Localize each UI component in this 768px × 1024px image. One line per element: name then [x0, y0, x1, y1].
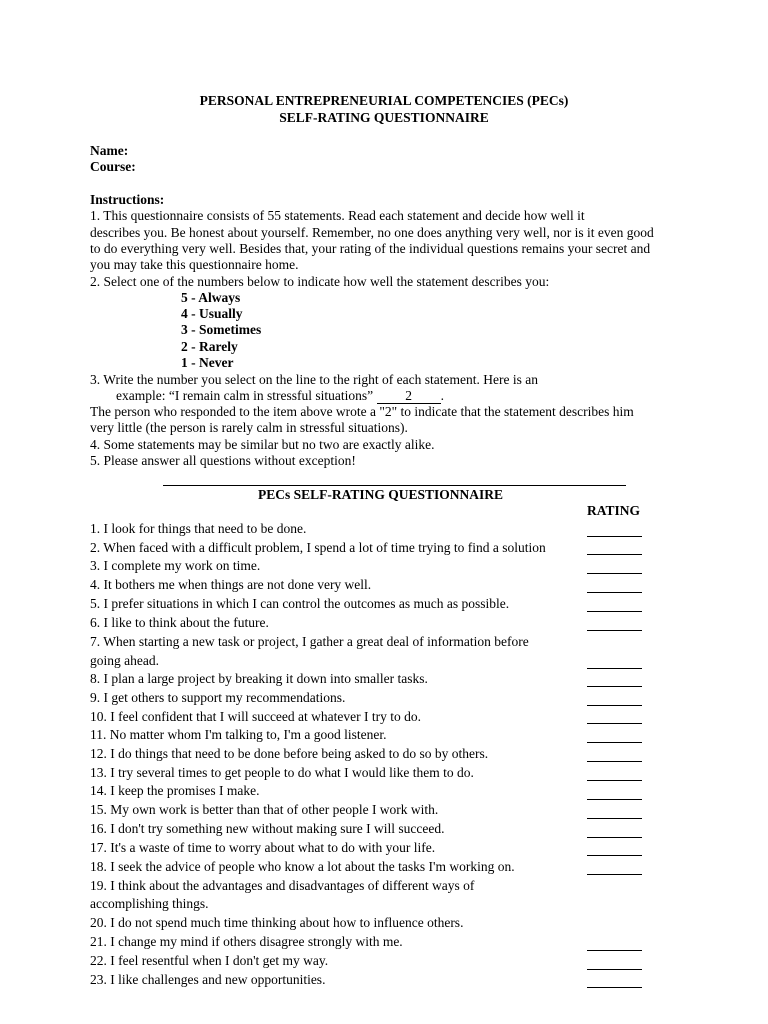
question-item: 8. I plan a large project by breaking it down into smaller tasks.	[90, 671, 428, 686]
rating-blank-line[interactable]	[587, 668, 642, 669]
rating-blank-line[interactable]	[587, 630, 642, 631]
instruction-3-line: very little (the person is rarely calm in stressful situations).	[90, 420, 408, 435]
instruction-1-line: 1. This questionnaire consists of 55 statements. Read each statement and decide how well it	[90, 208, 585, 223]
document-title: PERSONAL ENTREPRENEURIAL COMPETENCIES (PECs)	[199, 93, 569, 108]
scale-item: 3 - Sometimes	[181, 322, 262, 337]
scale-item: 4 - Usually	[181, 306, 243, 321]
question-item: going ahead.	[90, 653, 159, 668]
question-item: 17. It's a waste of time to worry about what to do with your life.	[90, 840, 436, 855]
rating-blank-line[interactable]	[587, 742, 642, 743]
instructions-heading: Instructions:	[90, 192, 165, 207]
question-item: 3. I complete my work on time.	[90, 558, 261, 573]
rating-blank-line[interactable]	[587, 874, 642, 875]
question-item: accomplishing things.	[90, 896, 209, 911]
question-item: 22. I feel resentful when I don't get my way.	[90, 953, 329, 968]
scale-item: 1 - Never	[181, 355, 234, 370]
rating-blank-line[interactable]	[587, 686, 642, 687]
rating-blank-line[interactable]	[587, 818, 642, 819]
rating-blank-line[interactable]	[587, 592, 642, 593]
question-item: 5. I prefer situations in which I can control the outcomes as much as possible.	[90, 596, 510, 611]
instruction-3-line: 3. Write the number you select on the line to the right of each statement. Here is an	[90, 372, 538, 387]
rating-blank-line[interactable]	[587, 611, 642, 612]
instruction-5: 5. Please answer all questions without exception!	[90, 453, 356, 468]
rating-blank-line[interactable]	[587, 837, 642, 838]
question-item: 15. My own work is better than that of other people I work with.	[90, 802, 439, 817]
course-label: Course:	[90, 159, 136, 174]
question-item: 12. I do things that need to be done before being asked to do so by others.	[90, 746, 489, 761]
question-item: 13. I try several times to get people to do what I would like them to do.	[90, 765, 474, 780]
question-item: 16. I don't try something new without making sure I will succeed.	[90, 821, 445, 836]
question-item: 9. I get others to support my recommendations.	[90, 690, 346, 705]
rating-blank-line[interactable]	[587, 950, 642, 951]
rating-column-header: RATING	[587, 503, 641, 518]
rating-blank-line[interactable]	[587, 536, 642, 537]
rating-blank-line[interactable]	[587, 705, 642, 706]
rating-blank-line[interactable]	[587, 573, 642, 574]
question-item: 7. When starting a new task or project, I gather a great deal of information before	[90, 634, 529, 649]
question-item: 20. I do not spend much time thinking about how to influence others.	[90, 915, 464, 930]
question-item: 6. I like to think about the future.	[90, 615, 269, 630]
document-subtitle: SELF-RATING QUESTIONNAIRE	[279, 110, 489, 125]
example-rating-value: 2	[377, 389, 441, 404]
instruction-3-example	[116, 388, 444, 404]
rating-blank-line[interactable]	[587, 987, 642, 988]
question-item: 19. I think about the advantages and disadvantages of different ways of	[90, 878, 475, 893]
rating-blank-line[interactable]	[587, 780, 642, 781]
section-divider	[163, 485, 626, 486]
scale-item: 2 - Rarely	[181, 339, 238, 354]
scale-item: 5 - Always	[181, 290, 241, 305]
instruction-4: 4. Some statements may be similar but no two are exactly alike.	[90, 437, 435, 452]
question-item: 11. No matter whom I'm talking to, I'm a good listener.	[90, 727, 387, 742]
rating-blank-line[interactable]	[587, 969, 642, 970]
rating-blank-line[interactable]	[587, 799, 642, 800]
instruction-1-line: you may take this questionnaire home.	[90, 257, 299, 272]
rating-blank-line[interactable]	[587, 761, 642, 762]
rating-blank-line[interactable]	[587, 723, 642, 724]
question-item: 21. I change my mind if others disagree strongly with me.	[90, 934, 403, 949]
question-item: 2. When faced with a difficult problem, I spend a lot of time trying to find a solution	[90, 540, 546, 555]
example-period: .	[440, 388, 444, 403]
question-item: 23. I like challenges and new opportunities.	[90, 972, 326, 987]
instruction-1-line: to do everything very well. Besides that, your rating of the individual questions remains your secret and	[90, 241, 651, 256]
question-item: 14. I keep the promises I make.	[90, 783, 260, 798]
question-item: 4. It bothers me when things are not done very well.	[90, 577, 372, 592]
example-text: example: “I remain calm in stressful situations”	[116, 388, 374, 403]
section-title: PECs SELF-RATING QUESTIONNAIRE	[258, 487, 504, 502]
rating-blank-line[interactable]	[587, 554, 642, 555]
question-item: 1. I look for things that need to be done.	[90, 521, 307, 536]
name-label: Name:	[90, 143, 129, 158]
instruction-1-line: describes you. Be honest about yourself. Remember, no one does anything very well, nor is it even good	[90, 225, 654, 240]
question-item: 10. I feel confident that I will succeed at whatever I try to do.	[90, 709, 422, 724]
instruction-2: 2. Select one of the numbers below to indicate how well the statement describes you:	[90, 274, 550, 289]
question-item: 18. I seek the advice of people who know a lot about the tasks I'm working on.	[90, 859, 515, 874]
instruction-3-line: The person who responded to the item above wrote a "2" to indicate that the statement describes him	[90, 404, 634, 419]
rating-blank-line[interactable]	[587, 855, 642, 856]
